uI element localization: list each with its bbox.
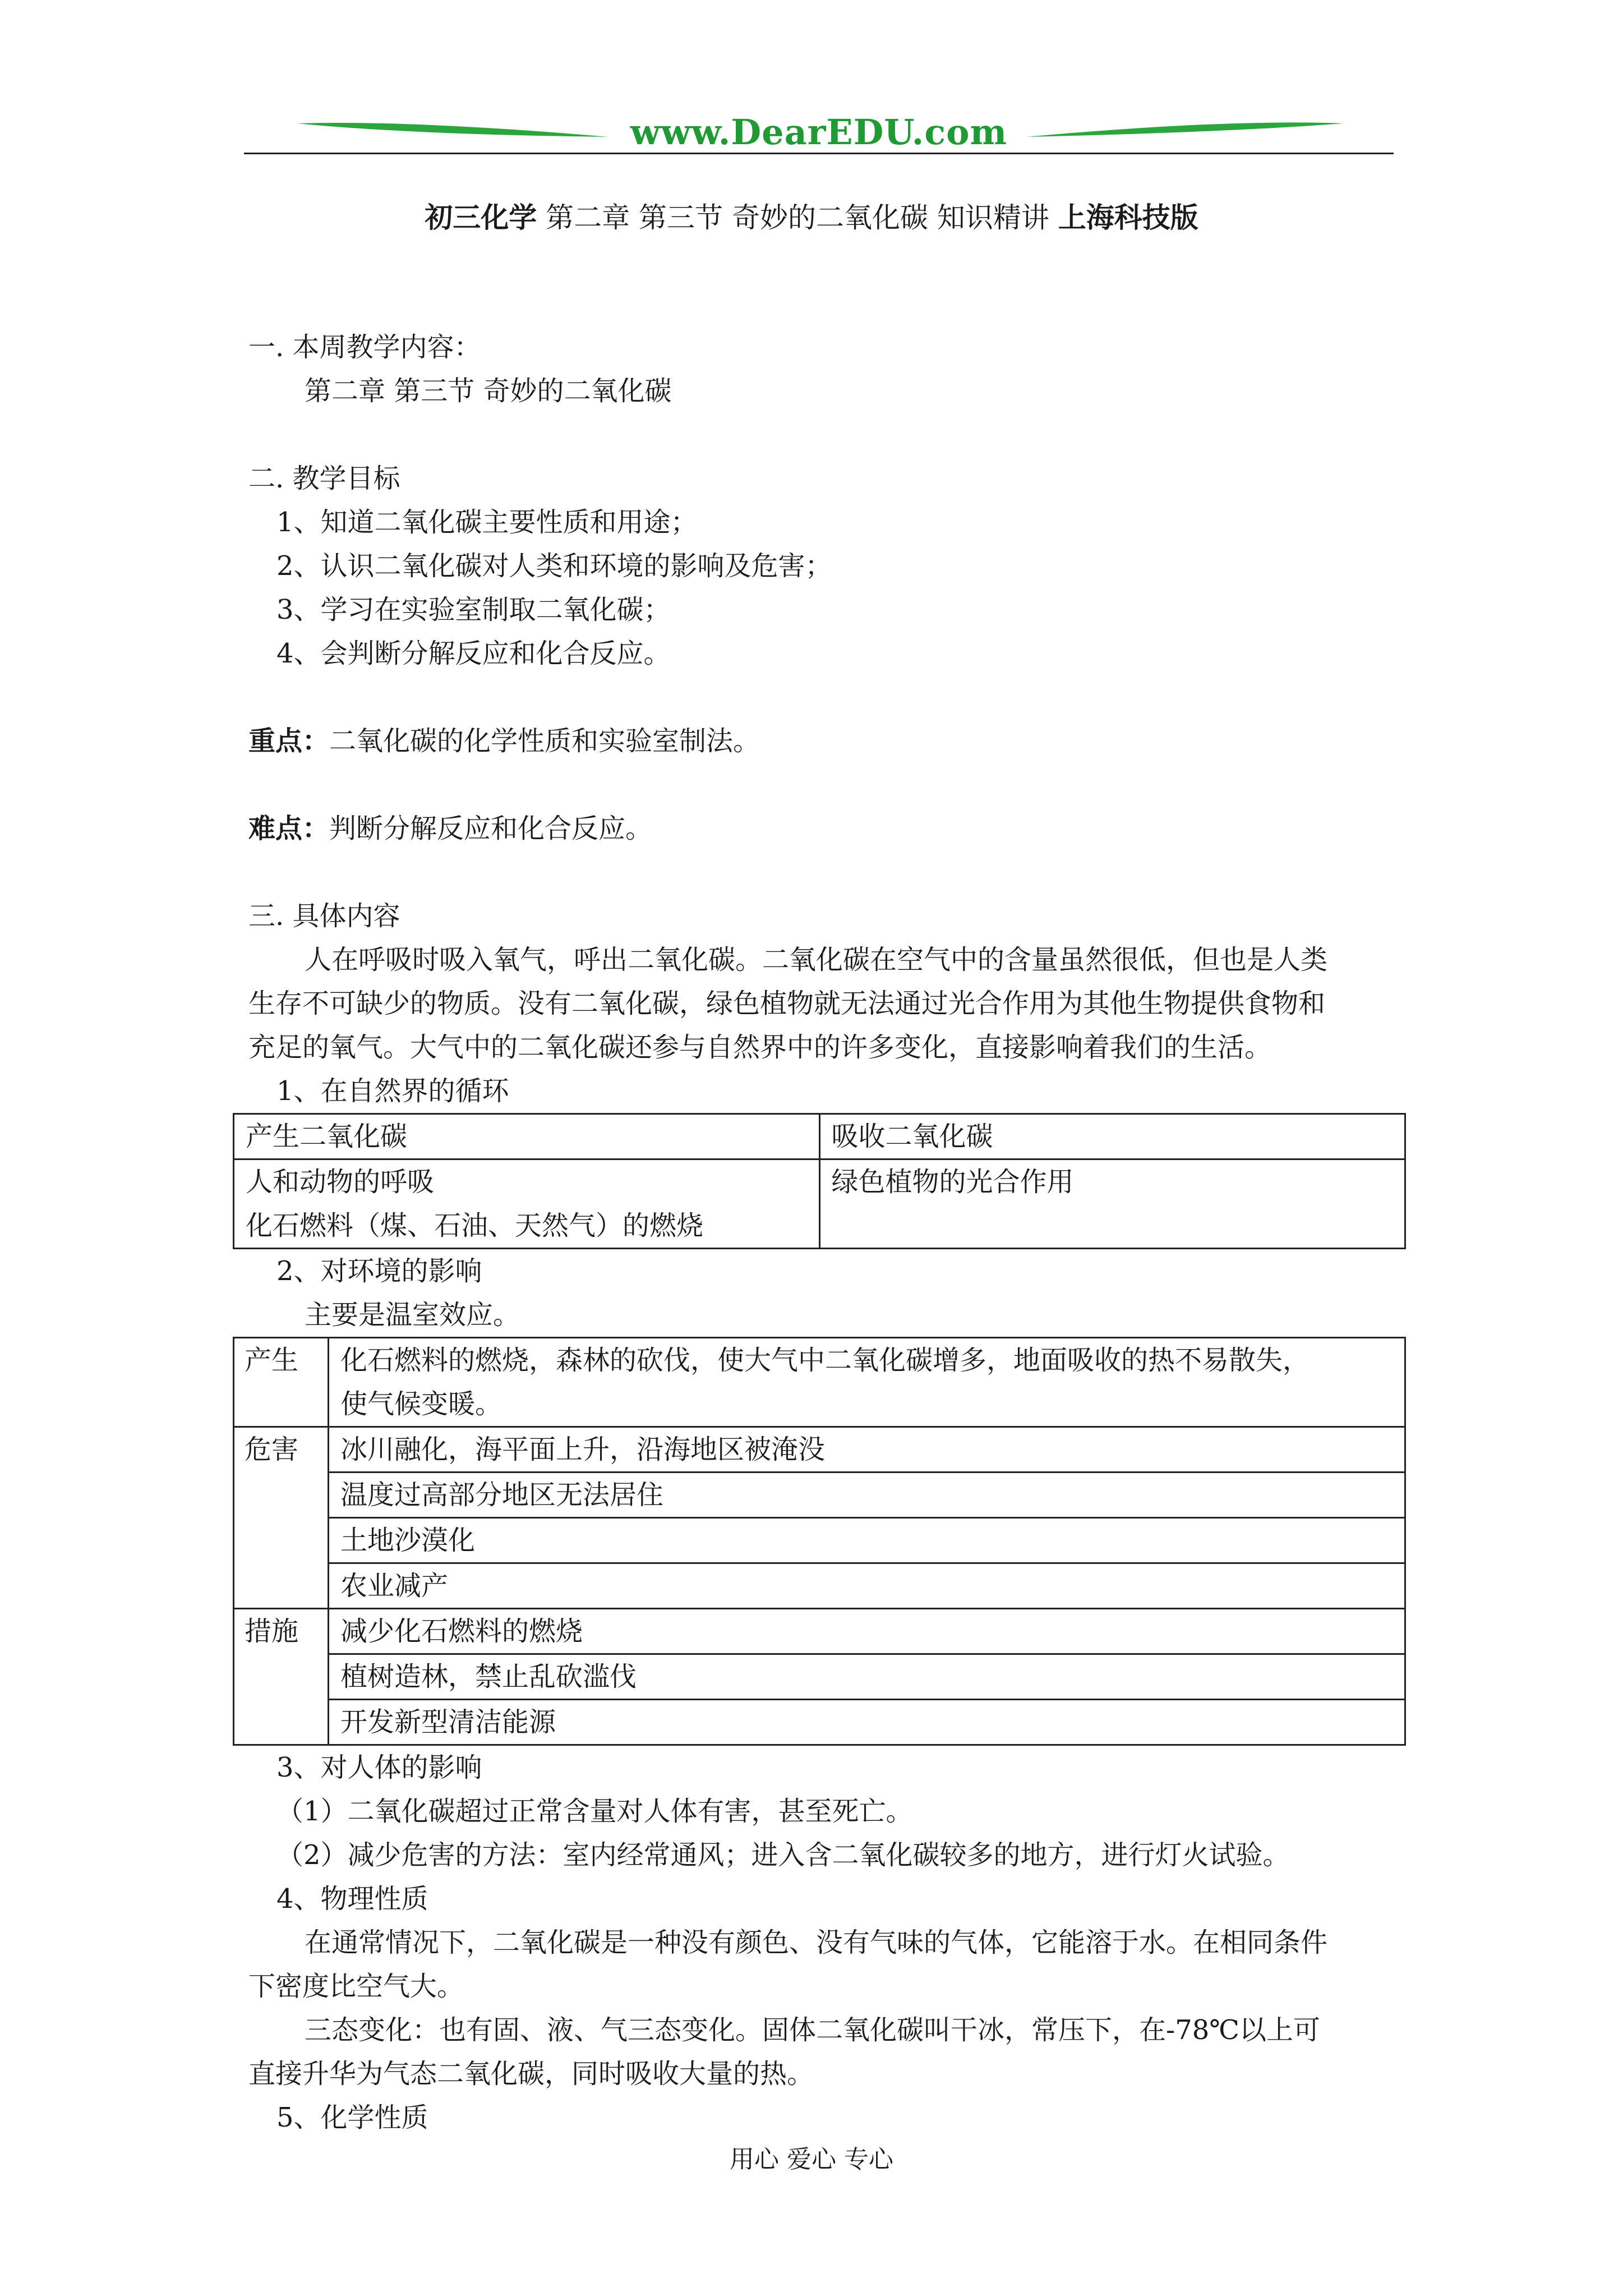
state-change-line: 三态变化：也有固、液、气三态变化。固体二氧化碳叫干冰，常压下，在-78℃以上可	[305, 2014, 1320, 2046]
table-header: 吸收二氧化碳	[819, 1114, 1405, 1159]
produce-cell	[234, 1159, 820, 1249]
absorb-cell	[819, 1159, 1405, 1249]
env-text: 主要是温室效应。	[305, 1299, 520, 1331]
intro-line: 充足的氧气。大气中的二氧化碳还参与自然界中的许多变化，直接影响着我们的生活。	[248, 1032, 1272, 1063]
greenhouse-table	[233, 1337, 1406, 1746]
body-effect-heading: 3、对人体的影响	[276, 1752, 482, 1783]
physical-line: 下密度比空气大。	[248, 1971, 464, 2002]
table-cell-line: 化石燃料（煤、石油、天然气）的燃烧	[246, 1210, 704, 1241]
harm-cell: 冰川融化，海平面上升，沿海地区被淹没	[329, 1427, 1405, 1473]
category-label: 措施	[234, 1609, 329, 1745]
page-footer: 用心 爱心 专心	[730, 2145, 893, 2174]
section-2-heading: 二. 教学目标	[248, 463, 400, 494]
carbon-cycle-table	[233, 1113, 1406, 1249]
objective-item: 1、知道二氧化碳主要性质和用途；	[276, 507, 698, 538]
document-body	[245, 325, 1404, 2139]
objective-item: 2、认识二氧化碳对人类和环境的影响及危害；	[276, 550, 832, 582]
site-logo[interactable]: www.DearEDU.com	[630, 112, 1008, 153]
section-1-text: 第二章 第三节 奇妙的二氧化碳	[305, 375, 672, 407]
key-points	[248, 719, 1404, 763]
body-effect-item: （1）二氧化碳超过正常含量对人体有害，甚至死亡。	[276, 1796, 913, 1827]
cycle-heading: 1、在自然界的循环	[276, 1075, 509, 1107]
table-cell-line: 使气候变暖。	[340, 1388, 502, 1420]
table-cell-line: 绿色植物的光合作用	[831, 1166, 1074, 1198]
state-change-line: 直接升华为气态二氧化碳，同时吸收大量的热。	[248, 2058, 814, 2090]
harm-cell: 土地沙漠化	[329, 1518, 1405, 1563]
harm-cell: 温度过高部分地区无法居住	[329, 1473, 1405, 1518]
intro-line: 生存不可缺少的物质。没有二氧化碳，绿色植物就无法通过光合作用为其他生物提供食物和	[248, 988, 1326, 1019]
harm-cell: 农业减产	[329, 1563, 1405, 1609]
section-3-heading: 三. 具体内容	[248, 900, 400, 932]
category-label: 危害	[234, 1427, 329, 1609]
title-subject: 初三化学	[425, 201, 537, 234]
physical-line: 在通常情况下，二氧化碳是一种没有颜色、没有气味的气体，它能溶于水。在相同条件	[305, 1927, 1328, 1958]
measure-cell: 植树造林，禁止乱砍滥伐	[329, 1654, 1405, 1700]
title-edition: 上海科技版	[1058, 201, 1198, 234]
difficulties	[248, 807, 1404, 850]
chemical-heading: 5、化学性质	[276, 2102, 428, 2133]
category-label: 产生	[234, 1338, 329, 1427]
difficulties-label: 难点：	[248, 813, 330, 844]
key-points-text: 二氧化碳的化学性质和实验室制法。	[329, 725, 760, 757]
env-heading: 2、对环境的影响	[276, 1255, 482, 1287]
objective-item: 4、会判断分解反应和化合反应。	[276, 638, 671, 669]
table-cell-line: 人和动物的呼吸	[246, 1166, 435, 1198]
objective-item: 3、学习在实验室制取二氧化碳；	[276, 594, 671, 625]
difficulties-text: 判断分解反应和化合反应。	[329, 813, 653, 844]
intro-line: 人在呼吸时吸入氧气，呼出二氧化碳。二氧化碳在空气中的含量虽然很低，但也是人类	[305, 944, 1328, 976]
title-chapter: 第二章 第三节 奇妙的二氧化碳 知识精讲	[546, 201, 1049, 234]
page-title	[0, 197, 1623, 238]
table-cell-line: 化石燃料的燃烧，森林的砍伐，使大气中二氧化碳增多，地面吸收的热不易散失，	[340, 1345, 1310, 1376]
cause-cell	[329, 1338, 1405, 1427]
measure-cell: 开发新型清洁能源	[329, 1700, 1405, 1745]
key-points-label: 重点：	[248, 725, 330, 757]
physical-heading: 4、物理性质	[276, 1883, 428, 1915]
header-divider	[244, 153, 1394, 154]
body-effect-item: （2）减少危害的方法：室内经常通风；进入含二氧化碳较多的地方，进行灯火试验。	[276, 1839, 1290, 1871]
measure-cell: 减少化石燃料的燃烧	[329, 1609, 1405, 1654]
table-header: 产生二氧化碳	[234, 1114, 820, 1159]
page-header	[244, 112, 1394, 157]
section-1-heading: 一. 本周教学内容：	[248, 332, 481, 363]
